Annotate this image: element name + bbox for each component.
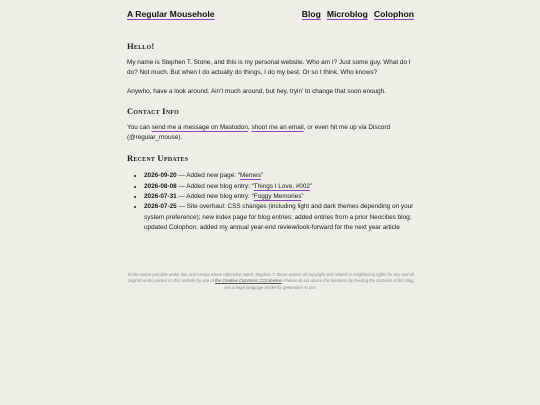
mastodon-link[interactable]: send me a message on Mastodon <box>151 123 248 131</box>
update-link-foggy-memories[interactable]: Foggy Memories <box>253 193 302 201</box>
footer-text: To the extent possible under law, and except where otherwise noted, Stephen T. Stone waives all copyright and related or neighboring rights for any and all original works posted on this website by use of <box>127 272 414 284</box>
update-link-things-i-love[interactable]: Things I Love, #002 <box>253 182 310 190</box>
update-item <box>144 171 414 181</box>
footer-text-end: . Please do not abuse this kindness by feeding the contents of this blog into a large language model for generative AI use. <box>224 278 414 290</box>
nav-colophon-link[interactable]: Colophon <box>373 9 414 19</box>
update-item <box>144 202 414 233</box>
contact-prefix: You can <box>127 123 152 131</box>
site-header <box>127 9 414 31</box>
nav-microblog-link[interactable]: Microblog <box>326 9 368 19</box>
updates-heading: Recent Updates <box>127 153 189 164</box>
update-text: — Added new page: “ <box>176 172 240 180</box>
update-date: 2026-09-20 <box>144 172 177 180</box>
update-item <box>144 192 414 202</box>
email-link[interactable]: shoot me an email <box>251 123 304 131</box>
contact-suffix: , or even hit me up via Discord (@regular_mouse). <box>127 123 391 142</box>
update-text-end: ” <box>309 182 313 190</box>
site-title-link[interactable]: A Regular Mousehole <box>127 9 215 19</box>
update-link-memes[interactable]: Memes <box>239 172 261 180</box>
hello-heading: Hello! <box>127 41 155 51</box>
nav-blog-link[interactable]: Blog <box>301 9 321 19</box>
contact-paragraph <box>127 123 414 144</box>
update-text-end: ” <box>260 172 264 180</box>
update-date: 2026-08-08 <box>144 182 177 190</box>
update-text: — Added new blog entry: “ <box>176 182 254 190</box>
update-text-end: ” <box>301 193 304 201</box>
intro-paragraph: My name is Stephen T. Stone, and this is my personal website. Who am I? Just some guy. What do I do? Not much. But when I do actually do things, I do my best. Or so I think. Who knows? <box>127 59 411 77</box>
license-link[interactable]: the Creative Commons CC0 license <box>215 278 282 284</box>
page-container <box>127 0 414 233</box>
updates-list <box>127 171 414 233</box>
update-date: 2026-07-31 <box>144 193 177 201</box>
contact-heading: Contact Info <box>127 105 179 116</box>
update-item <box>144 182 414 192</box>
license-footer <box>127 272 414 291</box>
update-text: — Site overhaul: CSS changes (including light and dark themes depending on your system preference); new index page for blog entries; added entries from a prior Neocities blog; updated Colophon; added my annual year-end review/look-forward for the next year article <box>144 203 414 231</box>
update-text: — Added new blog entry: “ <box>176 193 254 201</box>
contact-separator: , <box>247 123 252 131</box>
update-date: 2026-07-25 <box>144 203 177 211</box>
main-nav <box>302 9 414 19</box>
intro-paragraph-2: Anywho, have a look around. Ain’t much around, but hey, tryin’ to change that soon enough. <box>127 87 386 95</box>
